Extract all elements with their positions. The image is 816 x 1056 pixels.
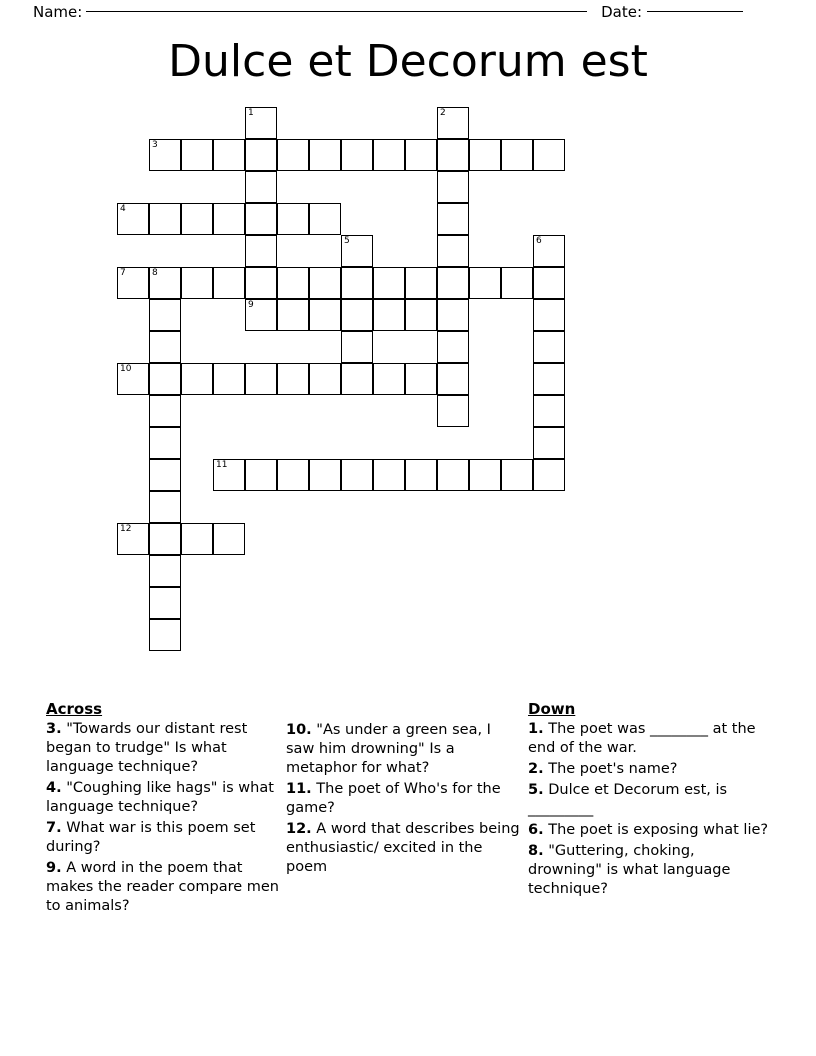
cell-number: 4: [120, 204, 126, 214]
crossword-cell[interactable]: [149, 299, 181, 331]
crossword-cell[interactable]: [149, 139, 181, 171]
crossword-cell[interactable]: [181, 203, 213, 235]
crossword-cell[interactable]: [245, 171, 277, 203]
clue-number: 11.: [286, 781, 312, 797]
clue-item: [46, 779, 286, 817]
clue-item: [286, 780, 522, 818]
crossword-cell[interactable]: [341, 299, 373, 331]
clue-number: 9.: [46, 860, 62, 876]
clue-number: 7.: [46, 820, 62, 836]
cell-number: 9: [248, 300, 254, 310]
crossword-cell[interactable]: [437, 235, 469, 267]
clue-text: "Guttering, choking, drowning" is what language technique?: [528, 843, 731, 897]
clue-text: A word that describes being enthusiastic/ excited in the poem: [286, 821, 520, 875]
date-label: Date:: [601, 3, 642, 21]
crossword-cell[interactable]: [437, 107, 469, 139]
clue-number: 8.: [528, 843, 544, 859]
crossword-cell[interactable]: [149, 459, 181, 491]
crossword-cell[interactable]: [341, 235, 373, 267]
crossword-cell[interactable]: [373, 139, 405, 171]
crossword-cell[interactable]: [533, 299, 565, 331]
crossword-cell[interactable]: [405, 459, 437, 491]
clue-text: "Towards our distant rest began to trudge" Is what language technique?: [46, 721, 248, 775]
crossword-cell[interactable]: [341, 139, 373, 171]
clue-text: "Coughing like hags" is what language technique?: [46, 780, 274, 815]
cell-number: 1: [248, 108, 254, 118]
crossword-cell[interactable]: [309, 363, 341, 395]
clue-text: What war is this poem set during?: [46, 820, 256, 855]
clue-text: The poet is exposing what lie?: [543, 822, 769, 838]
page-title: Dulce et Decorum est: [168, 36, 648, 87]
crossword-cell[interactable]: [405, 267, 437, 299]
crossword-cell[interactable]: [245, 235, 277, 267]
across-clue-list-2: [286, 721, 522, 877]
clue-number: 10.: [286, 722, 312, 738]
clues-section: [46, 700, 772, 1000]
crossword-cell[interactable]: [213, 203, 245, 235]
crossword-cell[interactable]: [373, 267, 405, 299]
clue-item: [46, 859, 286, 916]
crossword-cell[interactable]: [277, 139, 309, 171]
across-clues-column-1: [46, 700, 286, 918]
cell-number: 6: [536, 236, 542, 246]
down-heading: Down: [528, 700, 576, 718]
crossword-cell[interactable]: [277, 299, 309, 331]
crossword-cell[interactable]: [245, 363, 277, 395]
crossword-grid[interactable]: [117, 107, 563, 693]
crossword-cell[interactable]: [405, 299, 437, 331]
crossword-cell[interactable]: [149, 555, 181, 587]
crossword-cell[interactable]: [277, 363, 309, 395]
cell-number: 8: [152, 268, 158, 278]
crossword-cell[interactable]: [469, 139, 501, 171]
crossword-cell[interactable]: [149, 395, 181, 427]
down-clues-column: [528, 700, 772, 901]
crossword-cell[interactable]: [437, 299, 469, 331]
crossword-cell[interactable]: [117, 363, 149, 395]
crossword-cell[interactable]: [149, 267, 181, 299]
crossword-cell[interactable]: [501, 139, 533, 171]
crossword-cell[interactable]: [213, 267, 245, 299]
crossword-cell[interactable]: [437, 459, 469, 491]
crossword-cell[interactable]: [181, 267, 213, 299]
crossword-cell[interactable]: [245, 459, 277, 491]
across-clue-list-1: [46, 720, 286, 916]
crossword-cell[interactable]: [405, 363, 437, 395]
cell-number: 10: [120, 364, 132, 374]
date-write-line: [647, 10, 743, 12]
crossword-cell[interactable]: [213, 139, 245, 171]
crossword-cell[interactable]: [245, 139, 277, 171]
crossword-cell[interactable]: [533, 235, 565, 267]
crossword-cell[interactable]: [245, 299, 277, 331]
crossword-cell[interactable]: [405, 139, 437, 171]
name-write-line: [86, 10, 587, 12]
clue-number: 12.: [286, 821, 312, 837]
clue-text: Dulce et Decorum est, is _________: [528, 782, 728, 817]
crossword-cell[interactable]: [149, 427, 181, 459]
clue-item: [46, 819, 286, 857]
clue-item: [46, 720, 286, 777]
crossword-cell[interactable]: [149, 331, 181, 363]
clue-item: [528, 842, 772, 899]
crossword-cell[interactable]: [277, 203, 309, 235]
crossword-cell[interactable]: [501, 459, 533, 491]
crossword-cell[interactable]: [437, 363, 469, 395]
cell-number: 3: [152, 140, 158, 150]
column-spacer: [286, 700, 522, 721]
crossword-cell[interactable]: [341, 363, 373, 395]
crossword-cell[interactable]: [213, 459, 245, 491]
clue-item: [286, 721, 522, 778]
clue-number: 6.: [528, 822, 544, 838]
crossword-cell[interactable]: [117, 267, 149, 299]
crossword-cell[interactable]: [245, 267, 277, 299]
clue-number: 4.: [46, 780, 62, 796]
crossword-cell[interactable]: [437, 139, 469, 171]
across-heading: Across: [46, 700, 103, 718]
cell-number: 12: [120, 524, 132, 534]
crossword-cell[interactable]: [533, 427, 565, 459]
clue-number: 5.: [528, 782, 544, 798]
crossword-cell[interactable]: [373, 363, 405, 395]
crossword-cell[interactable]: [469, 459, 501, 491]
crossword-cell[interactable]: [149, 363, 181, 395]
crossword-cell[interactable]: [309, 267, 341, 299]
clue-text: The poet's name?: [543, 761, 678, 777]
clue-text: "As under a green sea, I saw him drowning" Is a metaphor for what?: [286, 722, 491, 776]
crossword-cell[interactable]: [437, 331, 469, 363]
crossword-cell[interactable]: [533, 267, 565, 299]
crossword-cell[interactable]: [437, 171, 469, 203]
name-date-header: [33, 0, 743, 24]
clue-text: A word in the poem that makes the reader compare men to animals?: [46, 860, 279, 914]
crossword-cell[interactable]: [533, 363, 565, 395]
crossword-cell[interactable]: [373, 299, 405, 331]
cell-number: 2: [440, 108, 446, 118]
crossword-cell[interactable]: [309, 299, 341, 331]
clue-text: The poet was ________ at the end of the war.: [528, 721, 756, 756]
crossword-cell[interactable]: [341, 459, 373, 491]
crossword-cell[interactable]: [533, 395, 565, 427]
crossword-cell[interactable]: [277, 459, 309, 491]
crossword-cell[interactable]: [213, 363, 245, 395]
clue-item: [528, 720, 772, 758]
crossword-cell[interactable]: [309, 459, 341, 491]
crossword-cell[interactable]: [533, 331, 565, 363]
crossword-cell[interactable]: [341, 331, 373, 363]
crossword-cell[interactable]: [117, 523, 149, 555]
crossword-cell[interactable]: [213, 523, 245, 555]
crossword-cell[interactable]: [309, 203, 341, 235]
name-label: Name:: [33, 3, 83, 21]
cell-number: 7: [120, 268, 126, 278]
clue-item: [528, 760, 772, 779]
crossword-cell[interactable]: [245, 203, 277, 235]
clue-number: 2.: [528, 761, 544, 777]
clue-number: 1.: [528, 721, 544, 737]
crossword-cell[interactable]: [469, 267, 501, 299]
crossword-cell[interactable]: [373, 459, 405, 491]
crossword-cell[interactable]: [181, 363, 213, 395]
crossword-cell[interactable]: [437, 395, 469, 427]
cell-number: 11: [216, 460, 228, 470]
crossword-cell[interactable]: [117, 203, 149, 235]
clue-number: 3.: [46, 721, 62, 737]
crossword-cell[interactable]: [533, 459, 565, 491]
crossword-cell[interactable]: [277, 267, 309, 299]
down-clue-list: [528, 720, 772, 899]
clue-item: [286, 820, 522, 877]
crossword-cell[interactable]: [437, 267, 469, 299]
crossword-cell[interactable]: [245, 107, 277, 139]
crossword-cell[interactable]: [181, 523, 213, 555]
crossword-cell[interactable]: [533, 139, 565, 171]
across-clues-column-2: [286, 700, 522, 879]
cell-number: 5: [344, 236, 350, 246]
crossword-cell[interactable]: [149, 491, 181, 523]
crossword-cell[interactable]: [181, 139, 213, 171]
crossword-cell[interactable]: [149, 203, 181, 235]
crossword-cell[interactable]: [309, 139, 341, 171]
crossword-cell[interactable]: [149, 523, 181, 555]
clue-item: [528, 821, 772, 840]
crossword-cell[interactable]: [149, 587, 181, 619]
crossword-cell[interactable]: [149, 619, 181, 651]
crossword-cell[interactable]: [437, 203, 469, 235]
clue-text: The poet of Who's for the game?: [286, 781, 501, 816]
crossword-cell[interactable]: [341, 267, 373, 299]
clue-item: [528, 781, 772, 819]
crossword-cell[interactable]: [501, 267, 533, 299]
